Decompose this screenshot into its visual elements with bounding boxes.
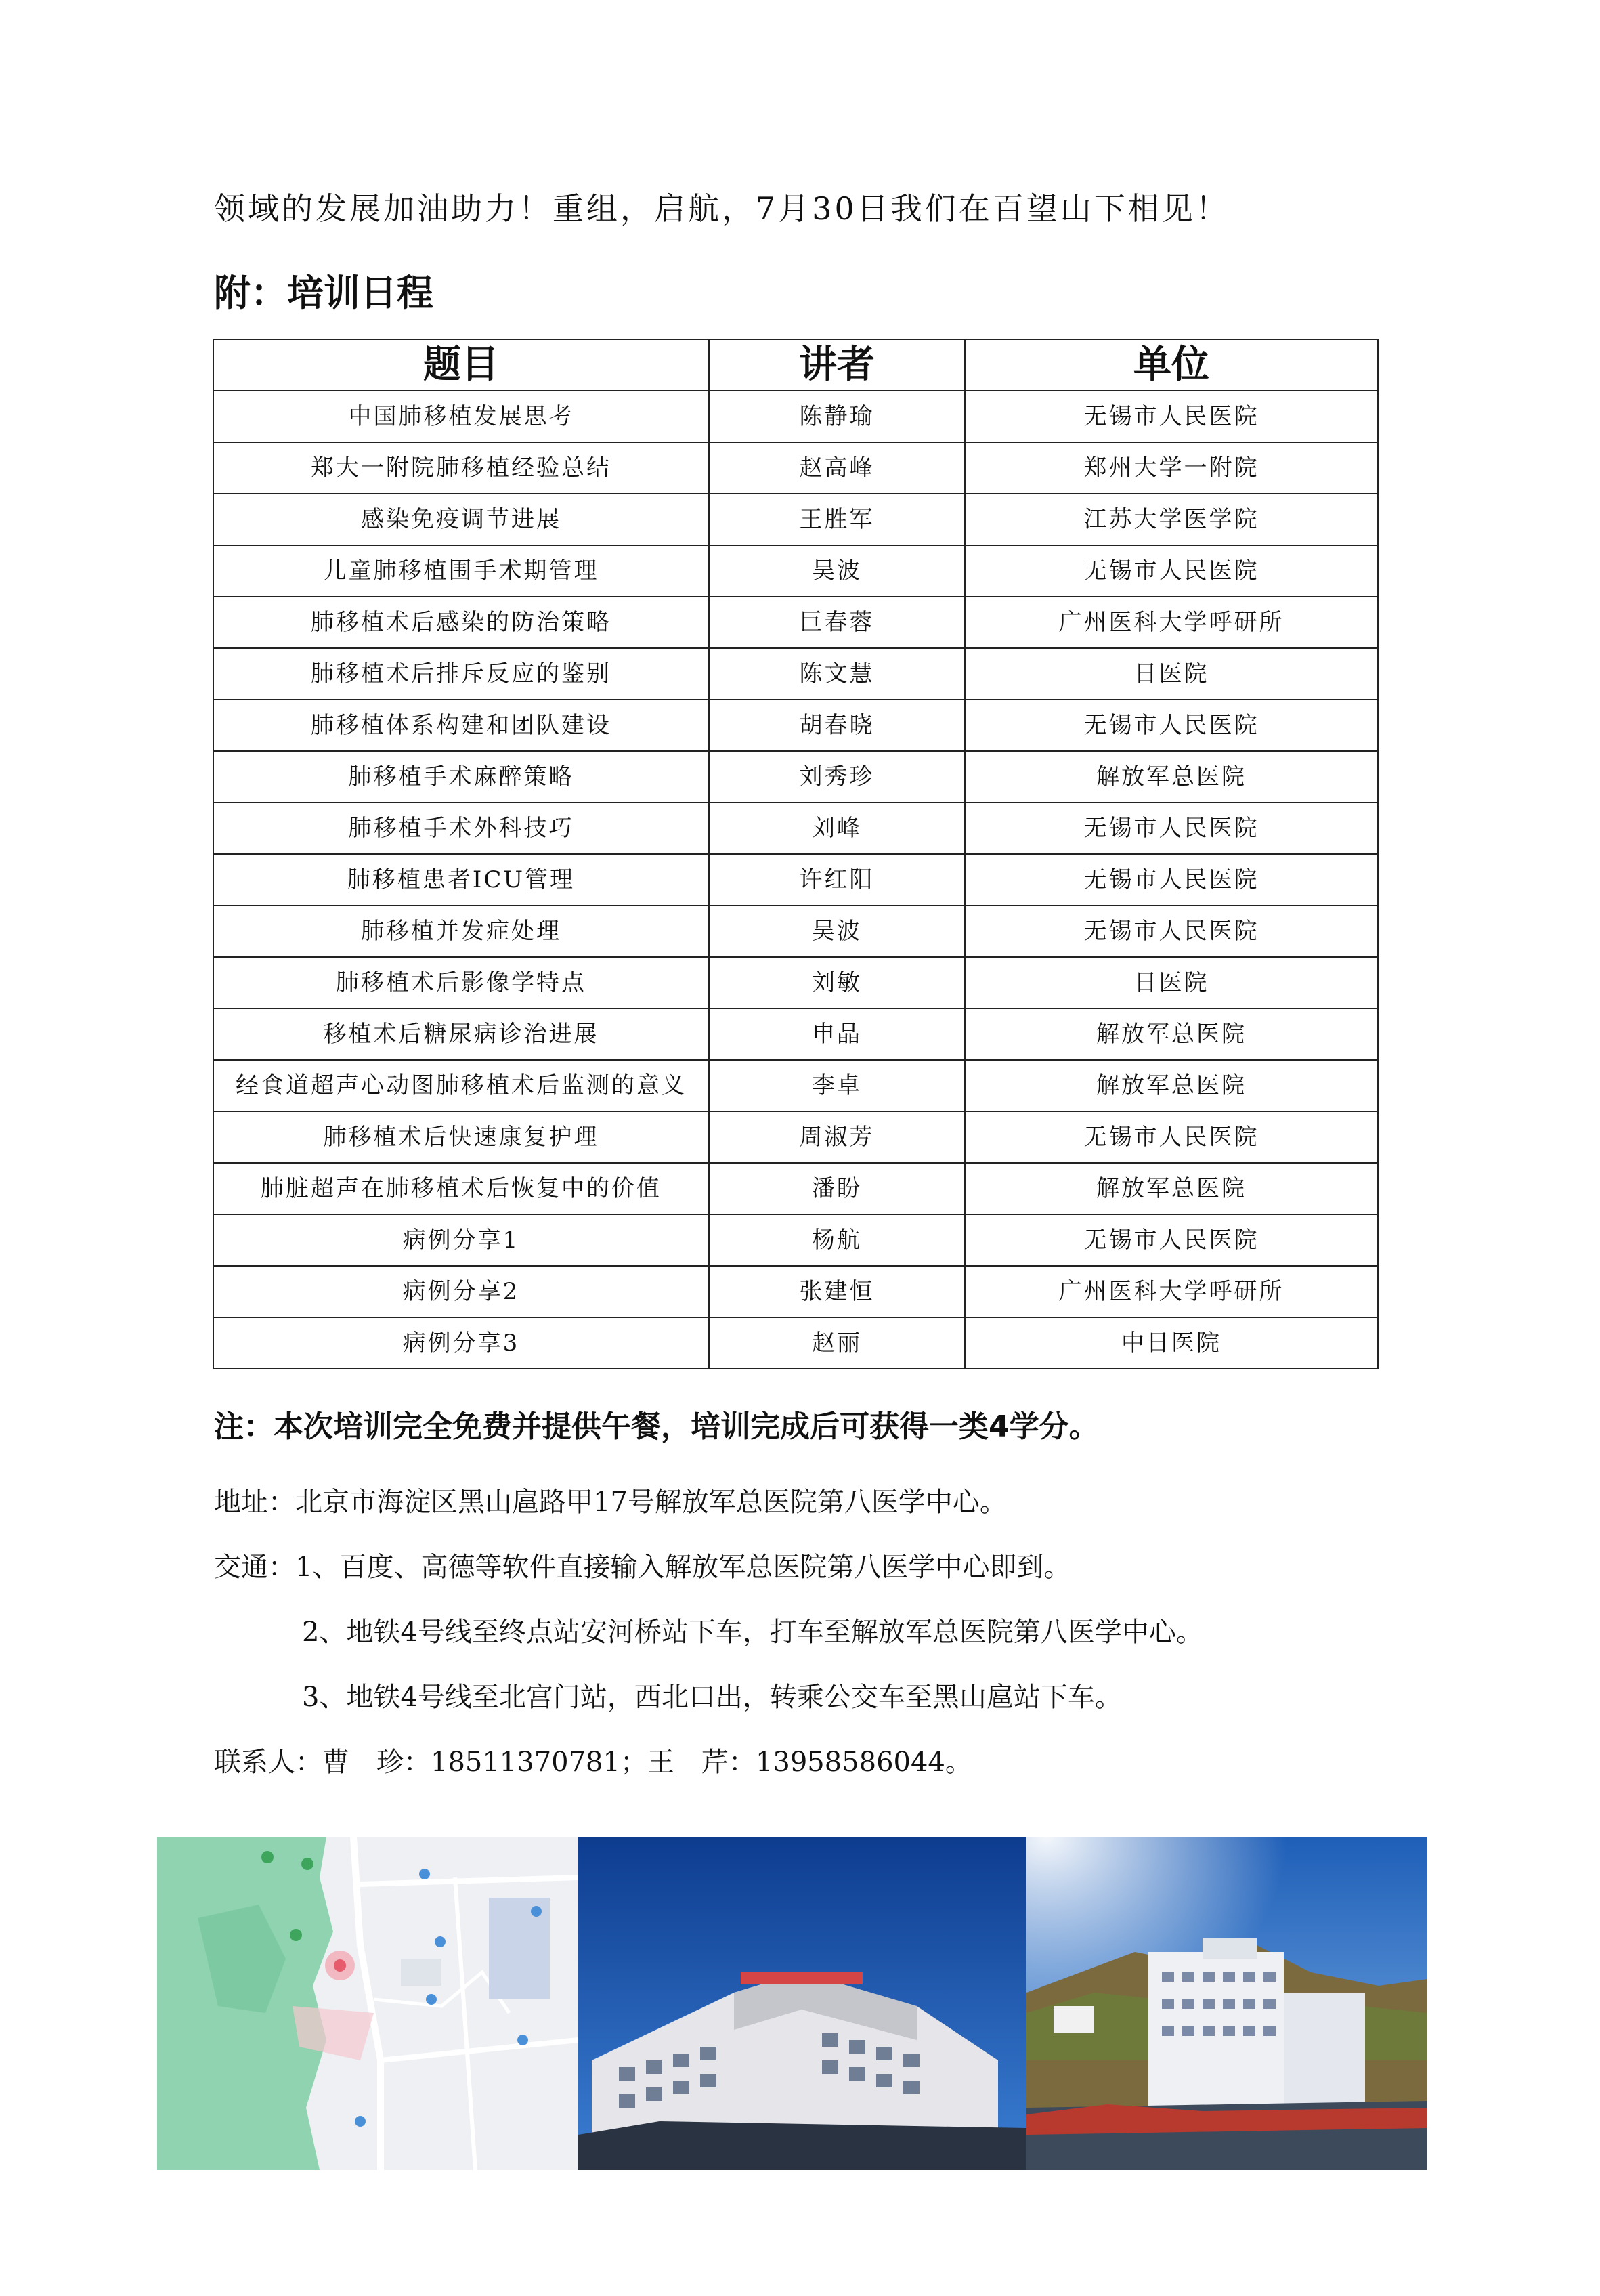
table-row — [213, 648, 1378, 700]
intro-text: 领域的发展加油助力！重组，启航，7月30日我们在百望山下相见！ — [214, 190, 1230, 227]
cell-speaker: 刘秀珍 — [709, 751, 965, 803]
cell-speaker: 吴波 — [709, 545, 965, 597]
cell-speaker: 陈静瑜 — [709, 391, 965, 442]
cell-topic: 肺移植手术外科技巧 — [213, 803, 709, 854]
table-row — [213, 494, 1378, 545]
cell-topic: 移植术后糖尿病诊治进展 — [213, 1008, 709, 1060]
cell-unit: 广州医科大学呼研所 — [965, 597, 1378, 648]
cell-topic: 肺移植并发症处理 — [213, 906, 709, 957]
traffic-line-1: 交通：1、百度、高德等软件直接输入解放军总医院第八医学中心即到。 — [214, 1552, 1071, 1583]
cell-speaker: 赵丽 — [709, 1317, 965, 1369]
table-row — [213, 391, 1378, 442]
cell-unit: 解放军总医院 — [965, 1163, 1378, 1214]
table-row — [213, 1060, 1378, 1111]
cell-unit: 无锡市人民医院 — [965, 854, 1378, 906]
cell-unit: 郑州大学一附院 — [965, 442, 1378, 494]
table-row — [213, 442, 1378, 494]
cell-topic: 肺移植手术麻醉策略 — [213, 751, 709, 803]
cell-topic: 肺移植术后排斥反应的鉴别 — [213, 648, 709, 700]
cell-speaker: 吴波 — [709, 906, 965, 957]
cell-speaker: 周淑芳 — [709, 1111, 965, 1163]
hospital-hillside-image — [1026, 1837, 1427, 2170]
schedule-table — [213, 339, 1379, 1369]
cell-unit: 无锡市人民医院 — [965, 803, 1378, 854]
cell-speaker: 巨春蓉 — [709, 597, 965, 648]
cell-topic: 感染免疫调节进展 — [213, 494, 709, 545]
table-row — [213, 906, 1378, 957]
traffic-line-2: 2、地铁4号线至终点站安河桥站下车，打车至解放军总医院第八医学中心。 — [302, 1617, 1203, 1648]
cell-unit: 解放军总医院 — [965, 1060, 1378, 1111]
cell-unit: 无锡市人民医院 — [965, 1111, 1378, 1163]
cell-unit: 无锡市人民医院 — [965, 545, 1378, 597]
address-text: 地址：北京市海淀区黑山扈路甲17号解放军总医院第八医学中心。 — [214, 1487, 1007, 1518]
cell-speaker: 王胜军 — [709, 494, 965, 545]
note-text: 注：本次培训完全免费并提供午餐，培训完成后可获得一类4学分。 — [214, 1409, 1099, 1444]
cell-topic: 肺移植体系构建和团队建设 — [213, 700, 709, 751]
table-row — [213, 1317, 1378, 1369]
cell-topic: 经食道超声心动图肺移植术后监测的意义 — [213, 1060, 709, 1111]
table-row — [213, 957, 1378, 1008]
cell-topic: 病例分享1 — [213, 1214, 709, 1266]
header-speaker: 讲者 — [709, 339, 965, 391]
table-row — [213, 545, 1378, 597]
cell-unit: 日医院 — [965, 648, 1378, 700]
table-header-row — [213, 339, 1378, 391]
table-row — [213, 700, 1378, 751]
photo-strip — [157, 1837, 1427, 2170]
cell-speaker: 胡春晓 — [709, 700, 965, 751]
cell-unit: 无锡市人民医院 — [965, 391, 1378, 442]
cell-unit: 解放军总医院 — [965, 1008, 1378, 1060]
cell-topic: 中国肺移植发展思考 — [213, 391, 709, 442]
location-map-image — [157, 1837, 578, 2170]
cell-topic: 郑大一附院肺移植经验总结 — [213, 442, 709, 494]
cell-topic: 儿童肺移植围手术期管理 — [213, 545, 709, 597]
cell-speaker: 李卓 — [709, 1060, 965, 1111]
cell-topic: 肺移植术后影像学特点 — [213, 957, 709, 1008]
cell-unit: 江苏大学医学院 — [965, 494, 1378, 545]
cell-topic: 肺移植患者ICU管理 — [213, 854, 709, 906]
cell-topic: 肺移植术后快速康复护理 — [213, 1111, 709, 1163]
cell-speaker: 张建恒 — [709, 1266, 965, 1317]
cell-topic: 肺移植术后感染的防治策略 — [213, 597, 709, 648]
cell-speaker: 陈文慧 — [709, 648, 965, 700]
cell-unit: 日医院 — [965, 957, 1378, 1008]
table-row — [213, 803, 1378, 854]
contact-text: 联系人：曹 珍：18511370781；王 芹：13958586044。 — [214, 1747, 972, 1778]
header-unit: 单位 — [965, 339, 1378, 391]
cell-speaker: 许红阳 — [709, 854, 965, 906]
cell-speaker: 刘峰 — [709, 803, 965, 854]
cell-topic: 肺脏超声在肺移植术后恢复中的价值 — [213, 1163, 709, 1214]
cell-unit: 中日医院 — [965, 1317, 1378, 1369]
cell-speaker: 杨航 — [709, 1214, 965, 1266]
cell-unit: 广州医科大学呼研所 — [965, 1266, 1378, 1317]
table-row — [213, 854, 1378, 906]
cell-speaker: 潘盼 — [709, 1163, 965, 1214]
cell-unit: 无锡市人民医院 — [965, 906, 1378, 957]
traffic-line-3: 3、地铁4号线至北宫门站，西北口出，转乘公交车至黑山扈站下车。 — [302, 1682, 1122, 1713]
header-topic: 题目 — [213, 339, 709, 391]
cell-speaker: 赵高峰 — [709, 442, 965, 494]
table-row — [213, 1214, 1378, 1266]
cell-topic: 病例分享2 — [213, 1266, 709, 1317]
table-row — [213, 1266, 1378, 1317]
cell-unit: 无锡市人民医院 — [965, 1214, 1378, 1266]
cell-unit: 无锡市人民医院 — [965, 700, 1378, 751]
cell-topic: 病例分享3 — [213, 1317, 709, 1369]
table-row — [213, 1111, 1378, 1163]
table-row — [213, 1008, 1378, 1060]
cell-speaker: 刘敏 — [709, 957, 965, 1008]
section-title: 附：培训日程 — [214, 272, 433, 314]
cell-unit: 解放军总医院 — [965, 751, 1378, 803]
table-row — [213, 751, 1378, 803]
hospital-front-image — [578, 1837, 1026, 2170]
table-row — [213, 597, 1378, 648]
table-row — [213, 1163, 1378, 1214]
cell-speaker: 申晶 — [709, 1008, 965, 1060]
